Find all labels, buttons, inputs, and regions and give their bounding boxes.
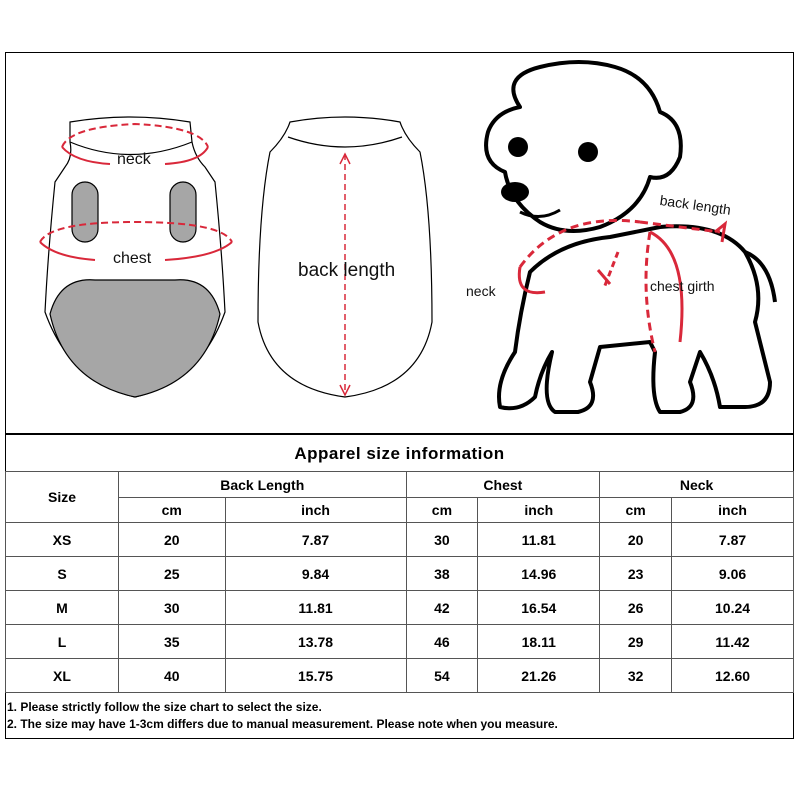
table-row	[6, 625, 794, 659]
table-row	[6, 591, 794, 625]
value-cell: 30	[406, 523, 478, 557]
value-cell: 40	[119, 659, 226, 693]
value-cell: 32	[600, 659, 672, 693]
size-table	[5, 471, 794, 693]
shirt-back-image	[258, 117, 432, 397]
shirt-chest-label: chest	[113, 250, 152, 267]
size-cell: XL	[6, 659, 119, 693]
size-cell: M	[6, 591, 119, 625]
table-unit-row	[6, 498, 794, 523]
value-cell: 10.24	[672, 591, 794, 625]
value-cell: 54	[406, 659, 478, 693]
unit-header: inch	[478, 498, 600, 523]
measurement-illustration	[0, 52, 800, 432]
value-cell: 29	[600, 625, 672, 659]
note-item: 2. The size may have 1-3cm differs due to manual measurement. Please note when you measure.	[7, 717, 558, 731]
size-notes	[7, 699, 558, 733]
value-cell: 42	[406, 591, 478, 625]
unit-header: cm	[600, 498, 672, 523]
value-cell: 9.84	[225, 557, 406, 591]
value-cell: 11.42	[672, 625, 794, 659]
value-cell: 7.87	[672, 523, 794, 557]
table-row	[6, 523, 794, 557]
shirt-back-length-label: back length	[298, 260, 396, 281]
size-cell: S	[6, 557, 119, 591]
group-header-chest: Chest	[406, 472, 600, 498]
table-title: Apparel size information	[5, 433, 794, 471]
value-cell: 25	[119, 557, 226, 591]
value-cell: 20	[600, 523, 672, 557]
value-cell: 18.11	[478, 625, 600, 659]
value-cell: 7.87	[225, 523, 406, 557]
value-cell: 26	[600, 591, 672, 625]
dog-image	[486, 62, 775, 412]
value-cell: 9.06	[672, 557, 794, 591]
note-item: 1. Please strictly follow the size chart to select the size.	[7, 700, 322, 714]
value-cell: 16.54	[478, 591, 600, 625]
size-column-header: Size	[6, 472, 119, 523]
value-cell: 20	[119, 523, 226, 557]
table-header-row	[6, 472, 794, 498]
value-cell: 35	[119, 625, 226, 659]
shirt-neck-label: neck	[117, 151, 151, 168]
value-cell: 11.81	[478, 523, 600, 557]
value-cell: 13.78	[225, 625, 406, 659]
dog-back-length-label: back length	[658, 192, 732, 218]
group-header-back-length: Back Length	[119, 472, 407, 498]
value-cell: 12.60	[672, 659, 794, 693]
unit-header: inch	[225, 498, 406, 523]
illustration-svg	[0, 52, 800, 432]
value-cell: 38	[406, 557, 478, 591]
unit-header: cm	[119, 498, 226, 523]
unit-header: cm	[406, 498, 478, 523]
value-cell: 46	[406, 625, 478, 659]
value-cell: 14.96	[478, 557, 600, 591]
unit-header: inch	[672, 498, 794, 523]
group-header-neck: Neck	[600, 472, 794, 498]
size-cell: XS	[6, 523, 119, 557]
value-cell: 23	[600, 557, 672, 591]
dog-chest-girth-label: chest girth	[650, 278, 715, 294]
value-cell: 21.26	[478, 659, 600, 693]
value-cell: 30	[119, 591, 226, 625]
value-cell: 15.75	[225, 659, 406, 693]
dog-neck-label: neck	[466, 283, 496, 299]
value-cell: 11.81	[225, 591, 406, 625]
table-row	[6, 659, 794, 693]
table-row	[6, 557, 794, 591]
size-cell: L	[6, 625, 119, 659]
